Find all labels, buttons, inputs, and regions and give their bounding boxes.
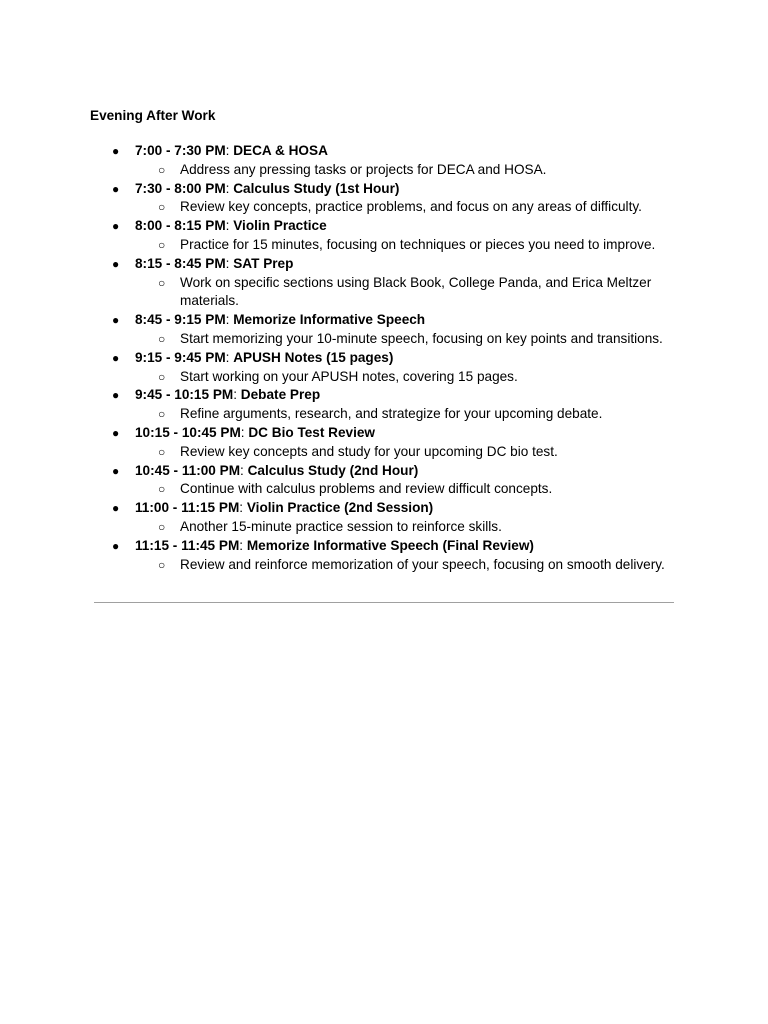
- detail-list: [0, 274, 768, 312]
- schedule-entry: [0, 386, 768, 424]
- schedule-entry: [0, 217, 768, 255]
- sub-bullet-icon: ○: [158, 275, 166, 290]
- time-range: 9:45 - 10:15 PM: [135, 387, 234, 403]
- separator: :: [239, 500, 247, 516]
- detail-list: [0, 330, 768, 349]
- time-range: 8:15 - 8:45 PM: [135, 255, 226, 271]
- activity-detail-text: Refine arguments, research, and strategize for your upcoming debate.: [180, 406, 603, 422]
- sub-bullet-icon: ○: [158, 557, 166, 572]
- activity-detail-text: Review key concepts, practice problems, and focus on any areas of difficulty.: [180, 199, 642, 215]
- activity-detail: [0, 518, 768, 537]
- detail-list: [0, 161, 768, 180]
- schedule-entry-heading: [0, 142, 768, 161]
- activity-title: Memorize Informative Speech: [233, 312, 426, 328]
- sub-bullet-icon: ○: [158, 237, 166, 252]
- bullet-icon: ●: [112, 425, 120, 440]
- activity-title: Calculus Study (2nd Hour): [247, 462, 419, 478]
- schedule-entry: [0, 142, 768, 180]
- separator: :: [225, 180, 234, 196]
- schedule-entry-heading: [0, 386, 768, 405]
- bullet-icon: ●: [112, 256, 120, 271]
- detail-list: [0, 368, 768, 387]
- schedule-entry-heading: [0, 255, 768, 274]
- detail-list: [0, 443, 768, 462]
- page-title: Evening After Work: [90, 108, 216, 123]
- detail-list: [0, 405, 768, 424]
- activity-detail: [0, 480, 768, 499]
- schedule-entry: [0, 424, 768, 462]
- activity-detail-text: Review and reinforce memorization of your speech, focusing on smooth delivery.: [180, 556, 665, 572]
- separator: :: [240, 424, 249, 440]
- schedule-entry: [0, 255, 768, 311]
- bullet-icon: ●: [112, 388, 120, 403]
- separator: :: [225, 255, 234, 271]
- schedule-entry-heading: [0, 462, 768, 481]
- separator: :: [233, 387, 241, 403]
- time-range: 11:15 - 11:45 PM: [135, 537, 240, 553]
- sub-bullet-icon: ○: [158, 444, 166, 459]
- activity-detail: [0, 368, 768, 387]
- activity-detail-text: Continue with calculus problems and review difficult concepts.: [180, 481, 553, 497]
- activity-detail: [0, 198, 768, 217]
- activity-detail-text: Review key concepts and study for your upcoming DC bio test.: [180, 443, 558, 459]
- detail-list: [0, 556, 768, 575]
- separator: :: [239, 537, 247, 553]
- activity-detail: [0, 405, 768, 424]
- sub-bullet-icon: ○: [158, 482, 166, 497]
- activity-detail: [0, 443, 768, 462]
- separator: :: [225, 218, 234, 234]
- schedule-entry: [0, 180, 768, 218]
- activity-detail: [0, 236, 768, 255]
- schedule-entry: [0, 311, 768, 349]
- activity-title: DC Bio Test Review: [248, 424, 376, 440]
- schedule-entry-heading: [0, 499, 768, 518]
- bullet-icon: ●: [112, 219, 120, 234]
- schedule-entry: [0, 462, 768, 500]
- activity-detail-text: Practice for 15 minutes, focusing on techniques or pieces you need to improve.: [180, 236, 656, 252]
- detail-list: [0, 480, 768, 499]
- sub-bullet-icon: ○: [158, 200, 166, 215]
- activity-detail-text: Work on specific sections using Black Book, College Panda, and Erica Meltzer materials.: [180, 274, 652, 309]
- activity-title: SAT Prep: [233, 255, 294, 271]
- schedule-list: [0, 142, 768, 574]
- activity-title: Violin Practice: [233, 218, 327, 234]
- activity-detail-text: Address any pressing tasks or projects for DECA and HOSA.: [180, 161, 547, 177]
- schedule-entry: [0, 499, 768, 537]
- schedule-entry-heading: [0, 537, 768, 556]
- detail-list: [0, 198, 768, 217]
- bullet-icon: ●: [112, 501, 120, 516]
- activity-title: Violin Practice (2nd Session): [246, 500, 434, 516]
- sub-bullet-icon: ○: [158, 519, 166, 534]
- sub-bullet-icon: ○: [158, 162, 166, 177]
- activity-detail: [0, 330, 768, 349]
- schedule-entry: [0, 349, 768, 387]
- time-range: 7:30 - 8:00 PM: [135, 180, 226, 196]
- activity-detail-text: Start memorizing your 10-minute speech, focusing on key points and transitions.: [180, 330, 663, 346]
- activity-title: APUSH Notes (15 pages): [233, 349, 394, 365]
- time-range: 8:45 - 9:15 PM: [135, 312, 226, 328]
- separator: :: [225, 349, 234, 365]
- time-range: 11:00 - 11:15 PM: [135, 500, 240, 516]
- activity-detail: [0, 274, 768, 312]
- activity-detail: [0, 556, 768, 575]
- activity-title: Memorize Informative Speech (Final Review): [246, 537, 534, 553]
- bullet-icon: ●: [112, 350, 120, 365]
- sub-bullet-icon: ○: [158, 331, 166, 346]
- separator: :: [240, 462, 248, 478]
- time-range: 10:45 - 11:00 PM: [135, 462, 241, 478]
- schedule-entry: [0, 537, 768, 575]
- activity-title: Calculus Study (1st Hour): [233, 180, 400, 196]
- bullet-icon: ●: [112, 181, 120, 196]
- schedule-entry-heading: [0, 424, 768, 443]
- separator: :: [225, 312, 234, 328]
- activity-detail: [0, 161, 768, 180]
- detail-list: [0, 518, 768, 537]
- schedule-entry-heading: [0, 180, 768, 199]
- time-range: 8:00 - 8:15 PM: [135, 218, 226, 234]
- bullet-icon: ●: [112, 463, 120, 478]
- horizontal-rule: [94, 602, 674, 603]
- separator: :: [225, 143, 234, 158]
- bullet-icon: ●: [112, 538, 120, 553]
- time-range: 10:15 - 10:45 PM: [135, 424, 241, 440]
- time-range: 7:00 - 7:30 PM: [135, 143, 226, 158]
- activity-detail-text: Another 15-minute practice session to reinforce skills.: [180, 518, 502, 534]
- sub-bullet-icon: ○: [158, 407, 166, 422]
- bullet-icon: ●: [112, 144, 120, 158]
- time-range: 9:15 - 9:45 PM: [135, 349, 226, 365]
- sub-bullet-icon: ○: [158, 369, 166, 384]
- schedule-entry-heading: [0, 217, 768, 236]
- schedule-entry-heading: [0, 349, 768, 368]
- detail-list: [0, 236, 768, 255]
- activity-title: DECA & HOSA: [233, 143, 328, 158]
- schedule-entry-heading: [0, 311, 768, 330]
- bullet-icon: ●: [112, 313, 120, 328]
- activity-detail-text: Start working on your APUSH notes, covering 15 pages.: [180, 368, 518, 384]
- activity-title: Debate Prep: [240, 387, 321, 403]
